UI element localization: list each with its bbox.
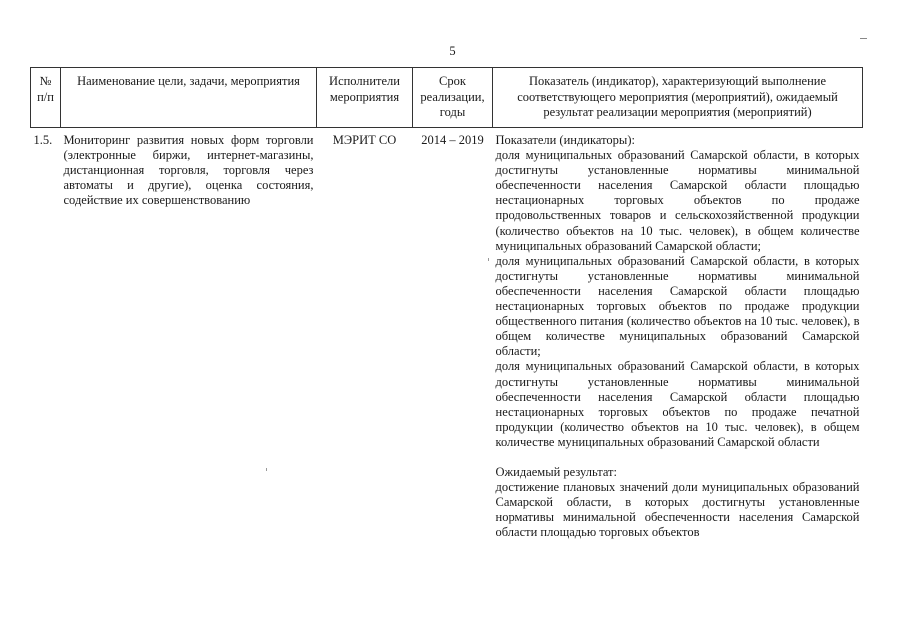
header-number: № п/п — [31, 68, 61, 128]
table-header-row — [31, 68, 863, 128]
indicators-heading: Показатели (индикаторы): — [495, 133, 635, 147]
expected-result: достижение плановых значений доли муниципальных образований Самарской области, в которых достигнуты установленные нормативы минимальной обеспеченности населения Самарской области площадью торговых объектов — [495, 480, 860, 540]
indicator-item: доля муниципальных образований Самарской области, в которых достигнуты установленные нормативы минимальной обеспеченности населения Самарской области площадью нестационарных торговых объектов по продаже продовольственных товаров и сельскохозяйственной продукции (количество объектов на 10 тыс. человек), в общем количестве муниципальных образований Самарской области; — [495, 148, 860, 253]
measure-executor: МЭРИТ СО — [332, 133, 397, 147]
measure-indicators — [493, 128, 863, 541]
header-executor: Исполнители мероприятия — [317, 68, 413, 128]
measure-name: Мониторинг развития новых форм торговли (электронные биржи, интернет-магазины, дистанционная торговля, торговля через автоматы и другие), оценка состояния, содействие их совершенствованию — [63, 133, 314, 208]
indicator-item: доля муниципальных образований Самарской области, в которых достигнуты установленные нормативы минимальной обеспеченности населения Самарской области площадью нестационарных торговых объектов по продаже продукции общественного питания (количество объектов на 10 тыс. человек), в общем количестве муниципальных образований Самарской области; — [495, 253, 860, 359]
header-name: Наименование цели, задачи, мероприятия — [61, 68, 317, 128]
scan-edge-mark — [860, 38, 867, 39]
result-heading: Ожидаемый результат: — [495, 464, 617, 479]
section-spacer — [496, 450, 860, 465]
indicator-item: доля муниципальных образований Самарской области, в которых достигнуты установленные нормативы минимальной обеспеченности населения Самарской области площадью нестационарных торговых объектов по продаже печатной продукции (количество объектов на 10 тыс. человек), в общем количестве муниципальных образований Самарской области — [495, 359, 860, 449]
header-indicator: Показатель (индикатор), характеризующий выполнение соответствующего мероприятия (мероприятий), ожидаемый результат реализации мероприятия (мероприятий) — [493, 68, 863, 128]
table-row — [31, 128, 863, 541]
measure-term: 2014 – 2019 — [421, 133, 484, 147]
measures-table — [30, 67, 863, 540]
page-number: 5 — [449, 44, 456, 58]
row-number: 1.5. — [33, 133, 53, 147]
header-term: Срок реализации, годы — [413, 68, 493, 128]
